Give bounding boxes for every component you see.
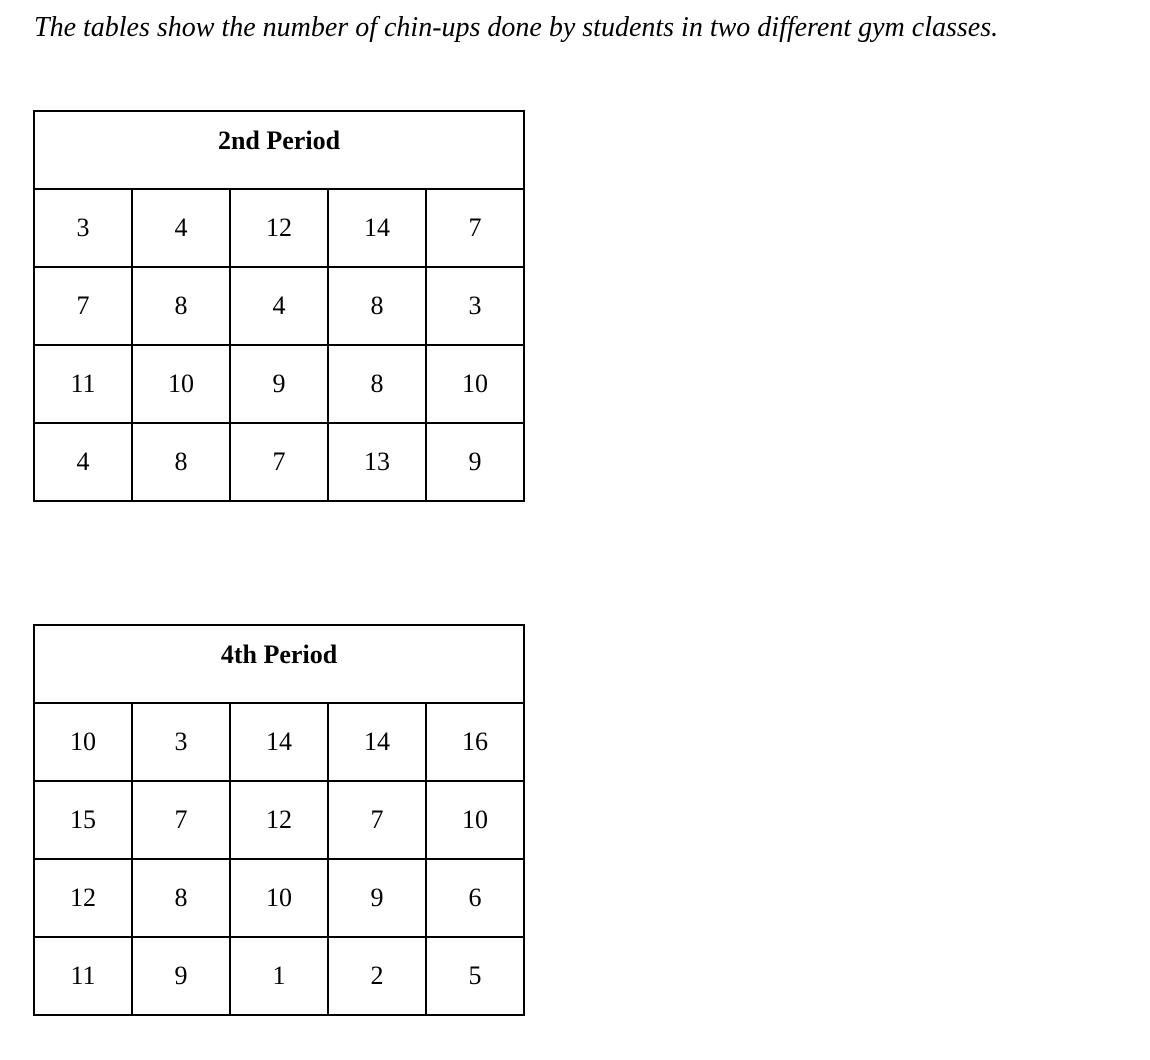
table-cell: 7 [426,189,524,267]
table-row [34,937,524,1015]
table-cell: 4 [230,267,328,345]
table-cell: 2 [328,937,426,1015]
table-cell: 10 [426,781,524,859]
table-row [34,859,524,937]
table-cell: 7 [328,781,426,859]
table-cell: 11 [34,937,132,1015]
table-cell: 8 [328,267,426,345]
table-row [34,423,524,501]
table-cell: 15 [34,781,132,859]
table-cell: 3 [132,703,230,781]
table-title: 2nd Period [34,111,524,189]
table-cell: 9 [230,345,328,423]
table-row [34,345,524,423]
table-cell: 8 [132,423,230,501]
table-row [34,189,524,267]
table-cell: 9 [426,423,524,501]
table-cell: 13 [328,423,426,501]
table-cell: 12 [34,859,132,937]
table-cell: 14 [328,189,426,267]
fourth-period-table [33,624,525,1016]
table-row [34,703,524,781]
table-cell: 8 [328,345,426,423]
table-cell: 4 [34,423,132,501]
table-cell: 10 [132,345,230,423]
table-cell: 12 [230,189,328,267]
table-cell: 7 [34,267,132,345]
table-cell: 12 [230,781,328,859]
table-cell: 10 [426,345,524,423]
table-cell: 5 [426,937,524,1015]
table-cell: 3 [34,189,132,267]
table-cell: 9 [328,859,426,937]
table-cell: 7 [230,423,328,501]
table-title: 4th Period [34,625,524,703]
table-cell: 7 [132,781,230,859]
table-cell: 4 [132,189,230,267]
table-cell: 14 [328,703,426,781]
table-cell: 9 [132,937,230,1015]
table-cell: 10 [230,859,328,937]
table-row [34,267,524,345]
table-cell: 8 [132,859,230,937]
table-cell: 3 [426,267,524,345]
table-cell: 1 [230,937,328,1015]
table-cell: 16 [426,703,524,781]
table-row [34,781,524,859]
intro-text: The tables show the number of chin-ups done by students in two different gym classes. [34,12,999,43]
table-cell: 14 [230,703,328,781]
table-cell: 11 [34,345,132,423]
table-cell: 8 [132,267,230,345]
table-cell: 6 [426,859,524,937]
table-cell: 10 [34,703,132,781]
second-period-table [33,110,525,502]
